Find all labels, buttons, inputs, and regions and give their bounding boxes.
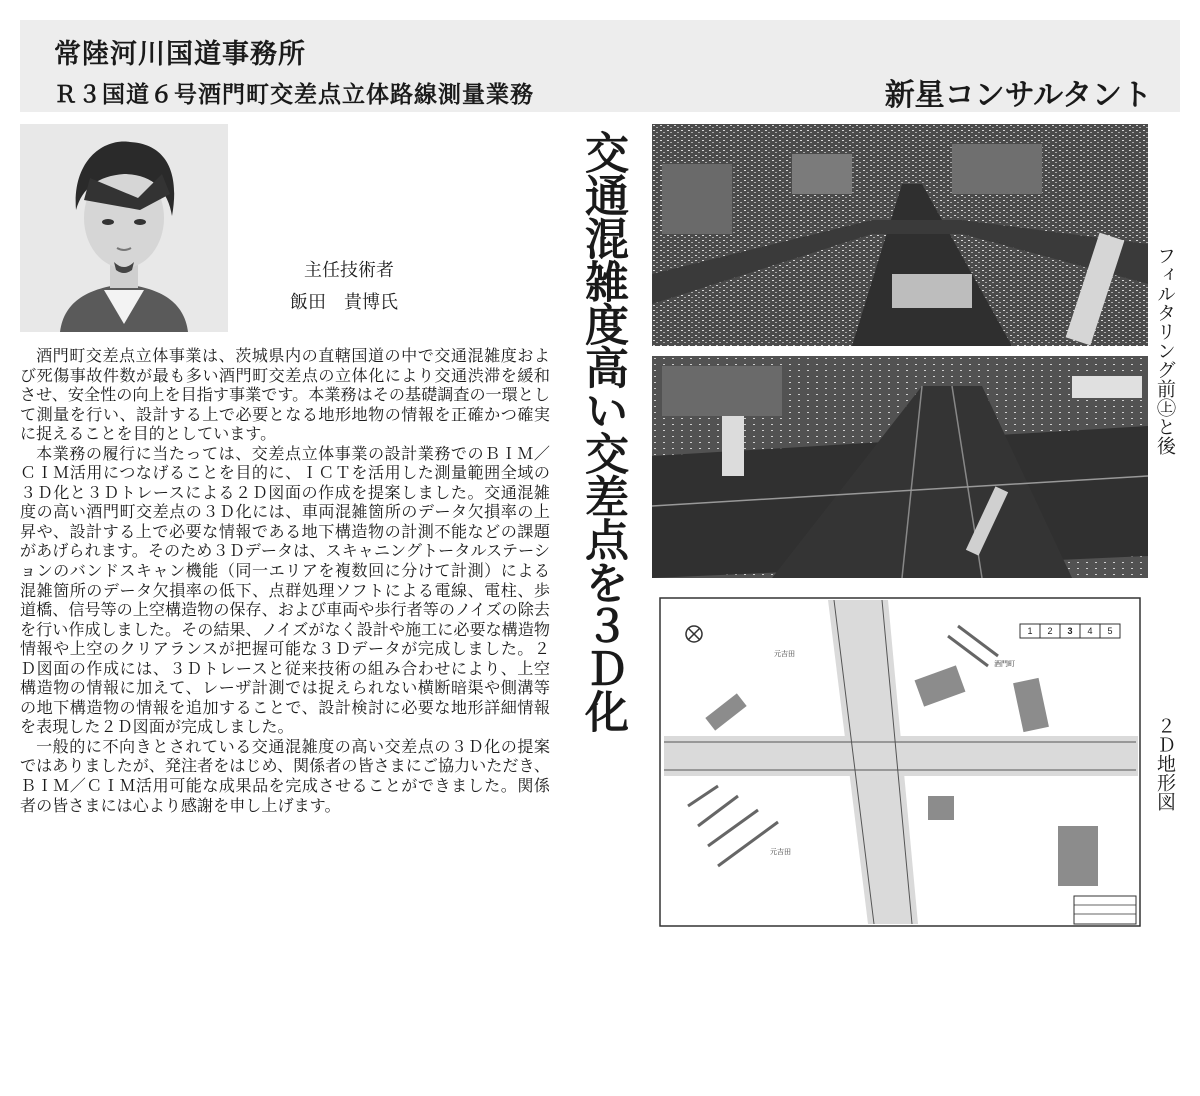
map-caption: ２Ｄ地形図 [1154, 716, 1176, 811]
photo-caption: フィルタリング前㊤と後 [1154, 246, 1176, 455]
map-label-motoyoshida-south: 元吉田 [770, 849, 791, 856]
organization-name: 常陸河川国道事務所 [54, 39, 306, 70]
map-label-motoyoshida: 元吉田 [774, 651, 795, 658]
index-number-5: 5 [1107, 626, 1113, 636]
index-number-2: 2 [1047, 626, 1053, 636]
paragraph-1: 酒門町交差点立体事業は、茨城県内の直轄国道の中で交通混雑度および死傷事故件数が最も多い酒門町交差点の立体化により交通渋滞を緩和させ、安全性の向上を目指す事業です。本業務はその基礎調査の一環として測量を行い、設計する上で必要となる地形地物の情報を正確かつ確実に捉えることを目的としています。 [20, 346, 550, 444]
index-number-3: 3 [1067, 626, 1073, 636]
person-role: 主任技術者 [304, 260, 394, 281]
topographic-map [658, 596, 1142, 928]
article-header [20, 20, 1180, 112]
index-number-1: 1 [1027, 626, 1033, 636]
person-name: 飯田 貴博氏 [290, 292, 398, 313]
company-name: 新星コンサルタント [884, 78, 1152, 113]
paragraph-2: 本業務の履行に当たっては、交差点立体事業の設計業務でのＢＩＭ／ＣＩＭ活用につなげることを目的に、ＩＣＴを活用した測量範囲全域の３Ｄ化と３Ｄトレースによる２Ｄ図面の作成を提案しました。交通混雑度の高い酒門町交差点の３Ｄ化には、車両混雑箇所のデータ欠損率の上昇や、設計する上で必要な情報である地下構造物の計測不能などの課題があげられます。そのため３Ｄデータは、スキャニングトータルステーションのバンドスキャン機能（同一エリアを複数回に分けて計測）による混雑箇所のデータ欠損率の低下、点群処理ソフトによる電線、電柱、歩道橋、信号等の上空構造物の保存、および車両や歩行者等のノイズの除去を行い作成しました。その結果、ノイズがなく設計や施工に必要な構造物情報や上空のクリアランスが把握可能な３Ｄデータが完成しました。２Ｄ図面の作成には、３Ｄトレースと従来技術の組み合わせにより、上空構造物の情報に加えて、レーザ計測では捉えられない横断暗渠や側溝等の地下構造物の情報を追加することで、設計検討に必要な地形詳細情報を表現した２Ｄ図面が完成しました。 [20, 443, 550, 737]
point-cloud-after-photo [652, 356, 1148, 578]
article-body [20, 346, 550, 815]
project-title: Ｒ３国道６号酒門町交差点立体路線測量業務 [54, 82, 534, 108]
headline: 交通混雑度高い交差点を３Ｄ化 [577, 130, 628, 732]
map-label-sakado: 酒門町 [994, 661, 1015, 668]
point-cloud-before-photo [652, 124, 1148, 346]
paragraph-3: 一般的に不向きとされている交通混雑度の高い交差点の３Ｄ化の提案ではありましたが、発注者をはじめ、関係者の皆さまにご協力いただき、ＢＩＭ／ＣＩＭ活用可能な成果品を完成させることができました。関係者の皆さまには心より感謝を申し上げます。 [20, 736, 550, 815]
index-number-4: 4 [1087, 626, 1093, 636]
portrait-photo [20, 124, 228, 332]
